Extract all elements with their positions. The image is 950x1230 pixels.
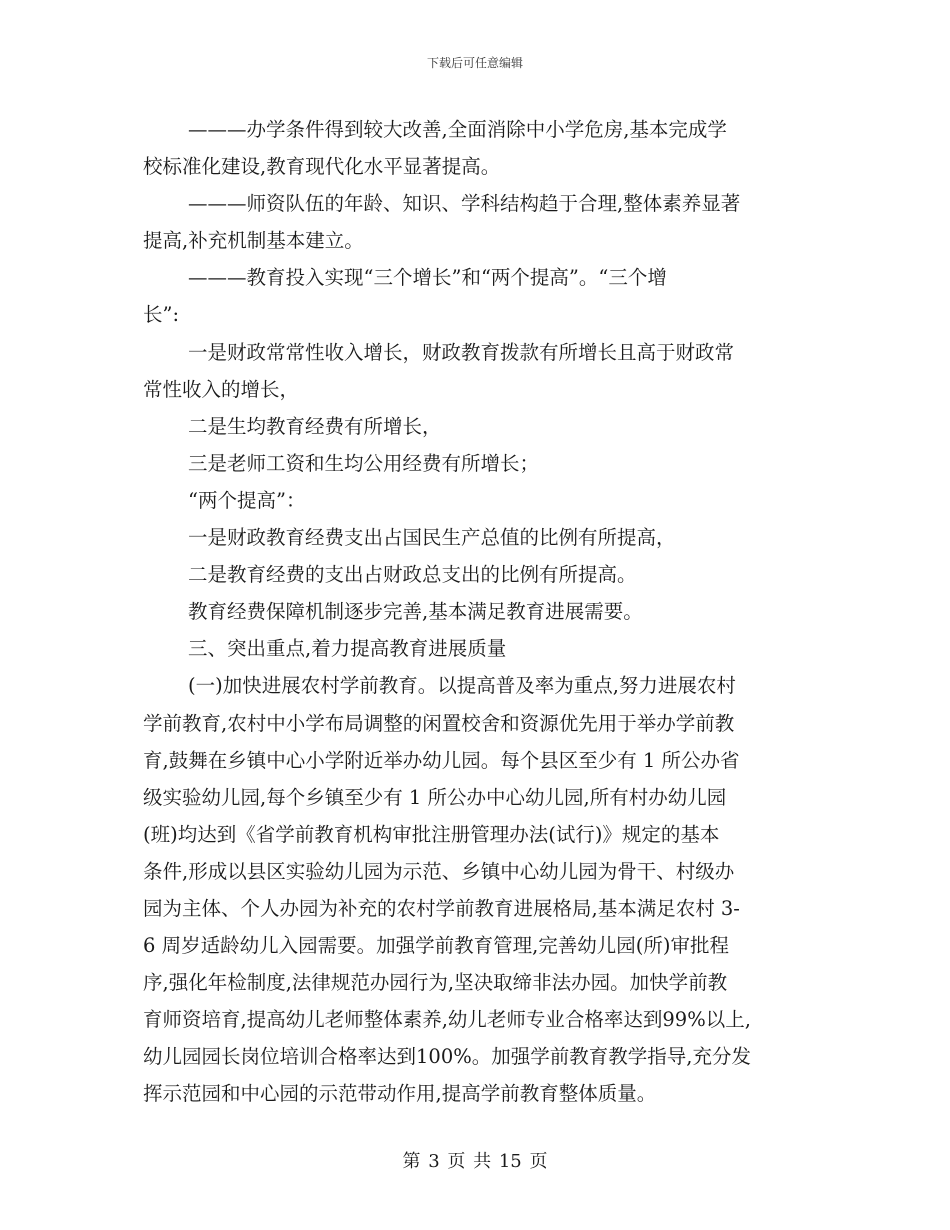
text-line: ———教育投入实现“三个增长”和“两个提高”。“三个增 (188, 266, 667, 290)
text-line: 序,强化年检制度,法律规范办园行为,坚决取缔非法办园。加快学前教 (143, 971, 728, 995)
text-line: 校标准化建设,教育现代化水平显著提高。 (143, 155, 501, 179)
text-line: 一是财政常常性收入增长，财政教育拨款有所增长且高于财政常 (188, 340, 735, 364)
text-line: 学前教育,农村中小学布局调整的闲置校舍和资源优先用于举办学前教 (143, 711, 735, 735)
text-line: 幼儿园园长岗位培训合格率达到100%。加强学前教育教学指导,充分发 (143, 1045, 751, 1069)
text-line: 二是教育经费的支出占财政总支出的比例有所提高。 (188, 563, 637, 587)
text-line: 提高,补充机制基本建立。 (143, 229, 364, 253)
text-line: (一)加快进展农村学前教育。以提高普及率为重点,努力进展农村 (188, 674, 736, 698)
text-line: 园为主体、个人办园为补充的农村学前教育进展格局,基本满足农村 3- (143, 896, 740, 920)
text-line: 常性收入的增长， (143, 377, 300, 401)
text-line: 二是生均教育经费有所增长， (188, 414, 442, 438)
page-number-footer: 第 3 页 共 15 页 (402, 1151, 548, 1172)
text-line: 6 周岁适龄幼儿入园需要。加强学前教育管理,完善幼儿园(所)审批程 (143, 934, 730, 958)
text-line: 级实验幼儿园,每个乡镇至少有 1 所公办中心幼儿园,所有村办幼儿园 (143, 785, 727, 809)
text-line: ———师资队伍的年龄、知识、学科结构趋于合理,整体素养显著 (188, 192, 741, 216)
text-line: 条件,形成以县区实验幼儿园为示范、乡镇中心幼儿园为骨干、村级办 (143, 859, 735, 883)
text-line: 长”: (143, 303, 180, 327)
text-line: “两个提高”： (188, 488, 306, 512)
text-line: 教育经费保障机制逐步完善,基本满足教育进展需要。 (188, 600, 643, 624)
text-line: 育师资培育,提高幼儿老师整体素养,幼儿老师专业合格率达到99%以上, (143, 1008, 751, 1032)
text-line: 三是老师工资和生均公用经费有所增长； (188, 451, 540, 475)
text-line: 育,鼓舞在乡镇中心小学附近举办幼儿园。每个县区至少有 1 所公办省 (143, 748, 740, 772)
text-line: 三、突出重点,着力提高教育进展质量 (188, 637, 507, 661)
page-header: 下载后可任意编辑 (426, 56, 523, 70)
document-body (143, 111, 815, 1113)
text-line: (班)均达到《省学前教育机构审批注册管理办法(试行)》规定的基本 (143, 822, 720, 846)
text-line: ———办学条件得到较大改善,全面消除中小学危房,基本完成学 (188, 118, 727, 141)
text-line: 挥示范园和中心园的示范带动作用,提高学前教育整体质量。 (143, 1082, 657, 1106)
text-line: 一是财政教育经费支出占国民生产总值的比例有所提高， (188, 526, 676, 550)
